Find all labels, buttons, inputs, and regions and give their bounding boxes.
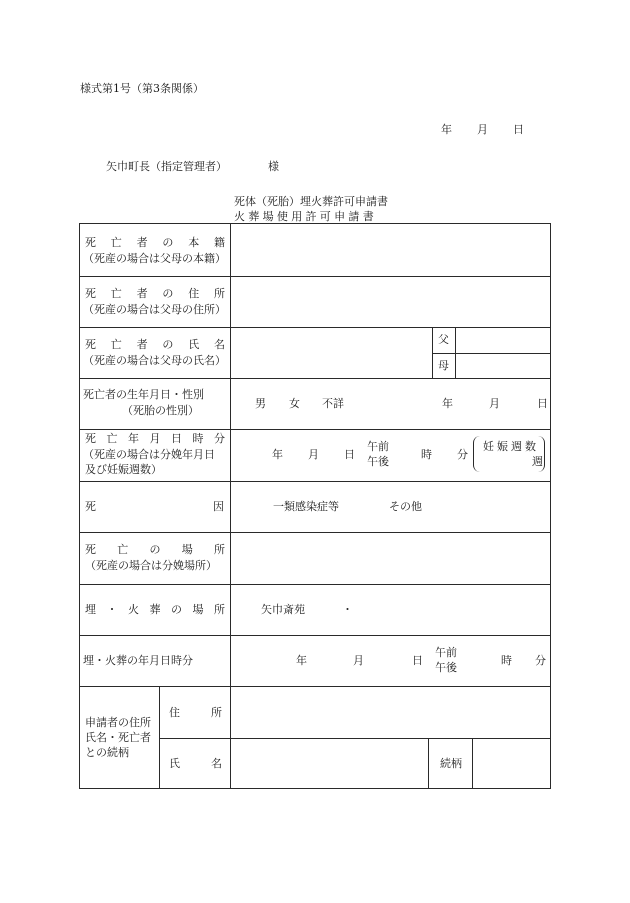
mother-label: 母 [438,359,449,372]
address-note: （死産の場合は父母の住所） [83,303,226,316]
sex-option-female[interactable]: 女 [289,397,300,410]
burial-month-label: 月 [353,654,364,667]
father-name-input[interactable] [456,328,550,353]
burial-place-dot: ・ [342,603,353,616]
burial-time-label: 埋・火葬の年月日時分 [83,654,193,667]
name-label: 死 亡 者 の 氏 名 [85,338,225,351]
pregnancy-weeks-label: 妊娠週数 [483,440,539,453]
date-month-label: 月 [477,123,488,136]
death-day-label: 日 [344,448,355,461]
father-label: 父 [438,333,449,346]
death-month-label: 月 [308,448,319,461]
pregnancy-weeks-unit: 週 [532,455,543,468]
burial-day-label: 日 [412,654,423,667]
birth-year-label: 年 [442,397,453,410]
applicant-relation-label: 続柄 [440,757,462,770]
applicant-label-line1: 申請者の住所 [85,716,151,729]
applicant-label-line3: との続柄 [85,746,129,759]
birth-month-label: 月 [489,397,500,410]
death-year-label: 年 [272,448,283,461]
honseki-note: （死産の場合は父母の本籍） [83,252,226,265]
death-minute-label: 分 [457,448,468,461]
place-label: 死 亡 の 場 所 [85,543,225,556]
date-year-label: 年 [441,123,452,136]
honseki-label: 死 亡 者 の 本 籍 [85,236,225,249]
applicant-relation-input[interactable] [473,739,550,788]
deceased-name-input[interactable] [231,328,431,378]
burial-year-label: 年 [296,654,307,667]
application-form-table [79,223,551,789]
birth-day-label: 日 [537,397,548,410]
date-day-label: 日 [513,123,524,136]
form-title-line2: 火葬場使用許可申請書 [234,210,377,223]
cause-option-infectious[interactable]: 一類感染症等 [273,500,339,513]
burial-hour-label: 時 [501,654,512,667]
honseki-input[interactable] [231,224,550,276]
cause-label-right: 因 [213,500,224,513]
pregnancy-weeks-bracket [473,436,545,472]
sex-option-male[interactable]: 男 [255,397,266,410]
form-title-line1: 死体（死胎）埋火葬許可申請書 [234,195,388,208]
birth-note: （死胎の性別） [122,404,199,417]
death-am-option[interactable]: 午前 [367,440,389,453]
applicant-address-input[interactable] [231,687,550,738]
burial-place-label: 埋 ・ 火 葬 の 場 所 [85,603,225,616]
address-label: 死 亡 者 の 住 所 [85,287,225,300]
addressee-name: 矢巾町長（指定管理者） [106,160,227,173]
mother-name-input[interactable] [456,354,550,378]
cause-option-other[interactable]: その他 [389,500,422,513]
cause-label-left: 死 [85,500,96,513]
death-hour-label: 時 [421,448,432,461]
burial-minute-label: 分 [535,654,546,667]
place-note: （死産の場合は分娩場所） [85,559,217,572]
death-time-note1: （死産の場合は分娩年月日 [83,448,215,461]
deceased-address-input[interactable] [231,277,550,327]
birth-label: 死亡者の生年月日・性別 [83,388,204,401]
death-place-input[interactable] [231,533,550,584]
burial-place-value[interactable]: 矢巾斎苑 [261,603,305,616]
applicant-name-input[interactable] [231,739,428,788]
death-pm-option[interactable]: 午後 [367,455,389,468]
death-time-label: 死 亡 年 月 日 時 分 [85,432,225,445]
burial-pm-option[interactable]: 午後 [435,661,457,674]
addressee-honorific: 様 [268,160,279,173]
name-note: （死産の場合は父母の氏名） [83,354,226,367]
sex-option-unknown[interactable]: 不詳 [322,397,344,410]
applicant-address-label: 住 所 [169,706,222,719]
applicant-label-line2: 氏名・死亡者 [85,731,151,744]
burial-am-option[interactable]: 午前 [435,646,457,659]
form-number: 様式第1号（第3条関係） [80,82,204,95]
death-time-note2: 及び妊娠週数） [85,463,162,476]
applicant-name-label: 氏 名 [169,757,222,770]
